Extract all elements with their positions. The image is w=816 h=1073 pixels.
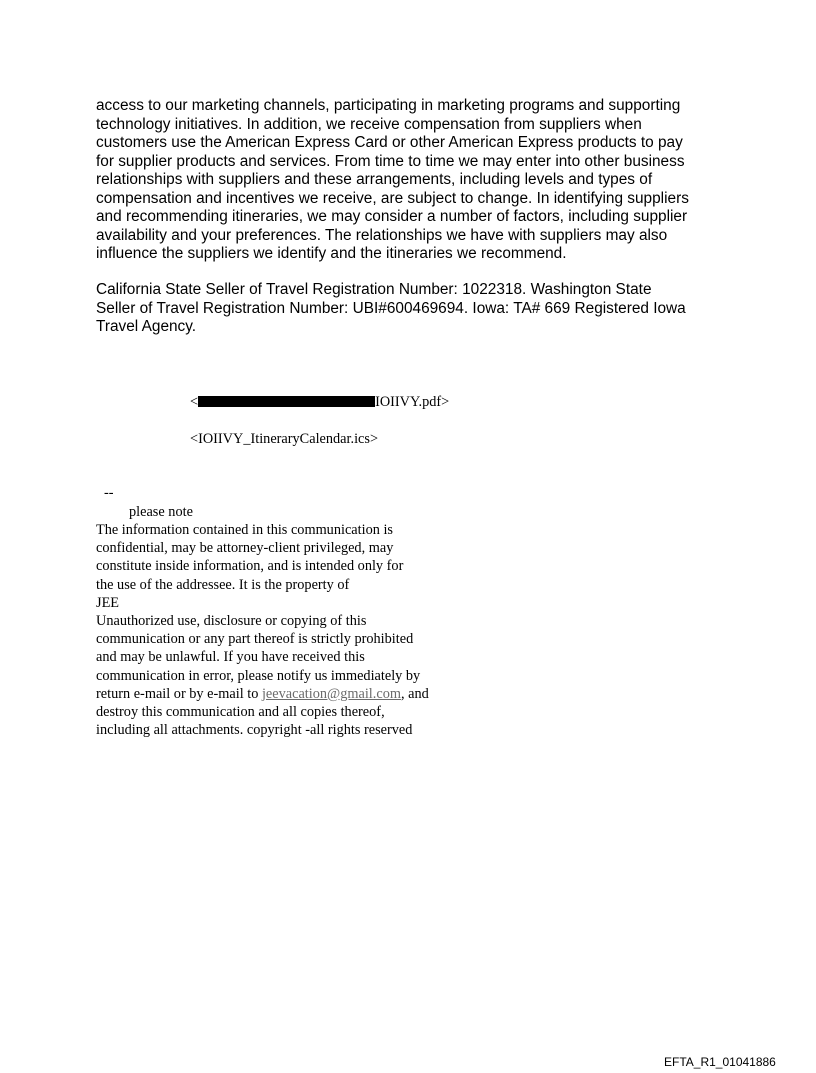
please-note-label: please note [129,504,193,520]
disclaimer-line: confidential, may be attorney-client privileged, may [96,540,394,557]
text-line: and recommending itineraries, we may consider a number of factors, including supplier [96,208,688,225]
disclaimer-line: including all attachments. copyright -all rights reserved [96,722,413,739]
text-line: availability and your preferences. The relationships we have with suppliers may also [96,226,668,244]
signature-separator: -- [104,485,114,501]
paragraph-registration [96,281,686,337]
email-link[interactable]: jeevacation@gmail.com [261,685,401,702]
disclaimer-line: communication or any part thereof is strictly prohibited [96,631,414,648]
disclaimer-line: constitute inside information, and is intended only for [96,558,404,575]
text-line: relationships with suppliers and these arrangements, including levels and types of [96,171,653,188]
redaction-bar [198,396,375,407]
text-line: Travel Agency. [96,318,197,335]
document-id: EFTA_R1_01041886 [664,1055,776,1069]
text-line: for supplier products and services. From time to time we may enter into other business [96,152,685,170]
disclaimer-line: and may be unlawful. If you have received this [96,649,365,666]
attachment-ics[interactable]: <IOIIVY_ItineraryCalendar.ics> [190,431,379,447]
attachment-pdf-name: IOIIVY.pdf> [375,394,450,410]
paragraph-disclosure [96,97,689,264]
text-line: access to our marketing channels, participating in marketing programs and supporting [96,97,681,114]
email-prefix: return e-mail or by e-mail to [96,685,262,702]
text-line: California State Seller of Travel Registration Number: 1022318. Washington State [96,281,652,298]
disclaimer-line: Unauthorized use, disclosure or copying of this [96,613,367,630]
text-line: customers use the American Express Card or other American Express products to pay [96,134,683,151]
attachment-pdf[interactable] [190,393,449,411]
disclaimer-line: destroy this communication and all copies thereof, [96,704,385,721]
confidentiality-disclaimer [96,521,429,739]
text-line: Seller of Travel Registration Number: UBI#600469694. Iowa: TA# 669 Registered Iowa [96,299,686,317]
email-suffix: , and [400,685,429,702]
disclaimer-line: JEE [96,594,120,611]
text-line: technology initiatives. In addition, we receive compensation from suppliers when [96,115,642,133]
text-line: influence the suppliers we identify and the itineraries we recommend. [96,245,567,262]
attachment-pdf-prefix: < [190,394,199,410]
disclaimer-line-email [96,685,429,703]
disclaimer-line: communication in error, please notify us immediately by [96,667,421,684]
disclaimer-line: the use of the addressee. It is the property of [96,576,350,593]
disclaimer-line: The information contained in this communication is [96,522,393,538]
text-line: compensation and incentives we receive, are subject to change. In identifying suppliers [96,189,689,207]
